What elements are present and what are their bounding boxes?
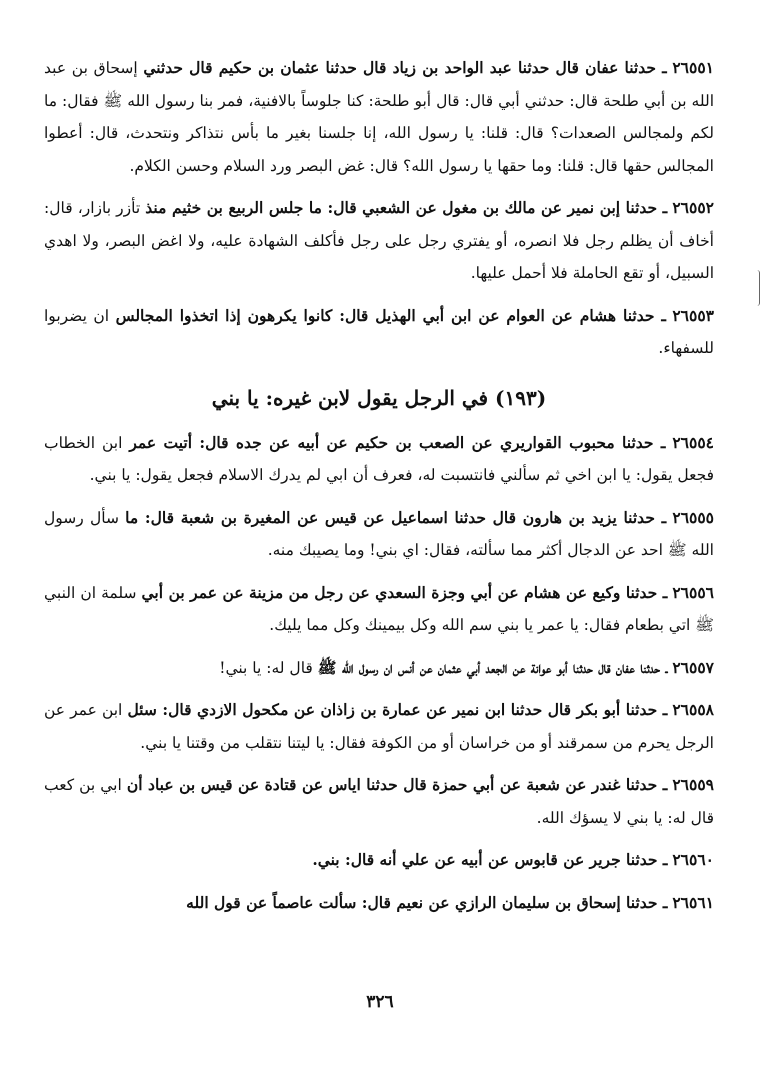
hadith-text: ابي بن كعب قال له: يا بني لا يسؤك الله. [44, 776, 714, 827]
hadith-paragraph [44, 502, 714, 567]
hadith-chain: ـ حدثنا وكيع عن هشام عن أبي وجزة السعدي عن رجل من مزينة عن عمر بن أبي [141, 582, 668, 602]
hadith-number: ٢٦٥٦٠ [672, 850, 714, 869]
hadith-number: ٢٦٥٥٩ [672, 775, 714, 794]
hadith-number: ٢٦٥٦١ [672, 892, 714, 912]
hadith-chain: ـ حدثنا يزيد بن هارون قال حدثنا اسماعيل عن قيس عن المغيرة بن شعبة قال: ما [125, 507, 667, 527]
hadith-paragraph [44, 577, 714, 642]
hadith-number: ٢٦٥٥٦ [672, 582, 714, 602]
hadith-chain: ـ حدثنا إسحاق بن سليمان الرازي عن نعيم قال: سألت عاصماً عن قول الله [186, 892, 668, 912]
page-number: ٣٢٦ [366, 992, 394, 1012]
hadith-text: إسحاق بن عبد الله بن أبي طلحة قال: حدثني أبي قال: قال أبو طلحة: كنا جلوساً بالافنية، فمر بنا رسول الله ﷺ فقال: ما لكم ولمجالس الصعدات؟ قال: قلنا: يا رسول الله، إنا جلسنا بغير ما بأس نتذاكر ونتحدث، قال: أعطوا المجالس حقها قال: قلنا: وما حقها يا رسول الله؟ قال: غض البصر ورد السلام وحسن الكلام. [44, 59, 714, 175]
chapter-heading: (١٩٣) في الرجل يقول لابن غيره: يا بني [211, 385, 547, 410]
hadith-paragraph [44, 769, 714, 834]
hadith-paragraph [44, 192, 714, 290]
hadith-number: ٢٦٥٥٧ [672, 657, 714, 677]
hadith-paragraph [44, 52, 714, 182]
hadith-paragraph [44, 427, 714, 492]
hadith-chain: ـ حدثنا عفان قال حدثنا أبو عوانة عن الجعد أبي عثمان عن أنس ان رسول الله ﷺ [317, 657, 668, 677]
hadith-text: سلمة ان النبي ﷺ اتي بطعام فقال: يا عمر يا بني سم الله وكل بيمينك وكل مما يليك. [44, 583, 714, 634]
hadith-number: ٢٦٥٥٨ [672, 700, 714, 719]
hadith-chain: ـ حدثنا محبوب القواريري عن الصعب بن حكيم عن أبيه عن جده قال: أتيت عمر [129, 432, 666, 452]
hadith-text: ابن الخطاب فجعل يقول: يا ابن اخي ثم سألني فانتسبت له، فعرف أن ابي لم يدرك الاسلام فجعل يقول: يا بني. [44, 433, 714, 484]
hadith-text: ابن عمر عن الرجل يحرم من سمرقند أو من خراسان أو من الكوفة فقال: يا ليتنا نتقلب من وقتنا يا بني. [44, 701, 714, 752]
hadith-chain: ـ حدثنا إبن نمير عن مالك بن مغول عن الشعبي قال: ما جلس الربيع بن خثيم منذ [145, 198, 668, 217]
hadith-number: ٢٦٥٥٤ [672, 432, 714, 452]
hadith-text: ان يضربوا للسفهاء. [44, 306, 714, 357]
hadith-number: ٢٦٥٥٢ [672, 198, 714, 217]
hadith-text: قال له: يا بني! [219, 658, 318, 677]
hadith-paragraph [44, 652, 714, 685]
hadith-paragraph [44, 887, 714, 920]
hadith-number: ٢٦٥٥٥ [672, 507, 715, 527]
hadith-paragraph [44, 300, 714, 365]
hadith-number: ٢٦٥٥٣ [672, 305, 714, 325]
hadith-paragraph [44, 694, 714, 759]
hadith-chain: ـ حدثنا هشام عن العوام عن ابن أبي الهذيل قال: كانوا يكرهون إذا اتخذوا المجالس [115, 305, 666, 325]
hadith-chain: ـ حدثنا عفان قال حدثنا عبد الواحد بن زياد قال حدثنا عثمان بن حكيم قال حدثني [143, 58, 667, 77]
hadith-number: ٢٦٥٥١ [672, 58, 714, 77]
hadith-paragraph [44, 844, 714, 877]
hadith-text: تأزر بازار، قال: أخاف أن يظلم رجل فلا انصره، أو يفتري رجل على رجل فأكلف الشهادة عليه، ولا اغض البصر، ولا اهدي السبيل، أو تقع الحاملة فلا أحمل عليها. [44, 199, 714, 282]
hadith-chain: ـ حدثنا أبو بكر قال حدثنا ابن نمير عن عمارة بن زاذان عن مكحول الازدي قال: سئل [127, 700, 668, 719]
hadith-chain: ـ حدثنا جرير عن قابوس عن أبيه عن علي أنه قال: بني. [312, 850, 668, 869]
hadith-chain: ـ حدثنا غندر عن شعبة عن أبي حمزة قال حدثنا اياس عن قتادة عن قيس بن عباد أن [126, 775, 668, 794]
hadith-text: سأل رسول الله ﷺ احد عن الدجال أكثر مما سألته، فقال: اي بني! وما يصيبك منه. [44, 508, 714, 559]
